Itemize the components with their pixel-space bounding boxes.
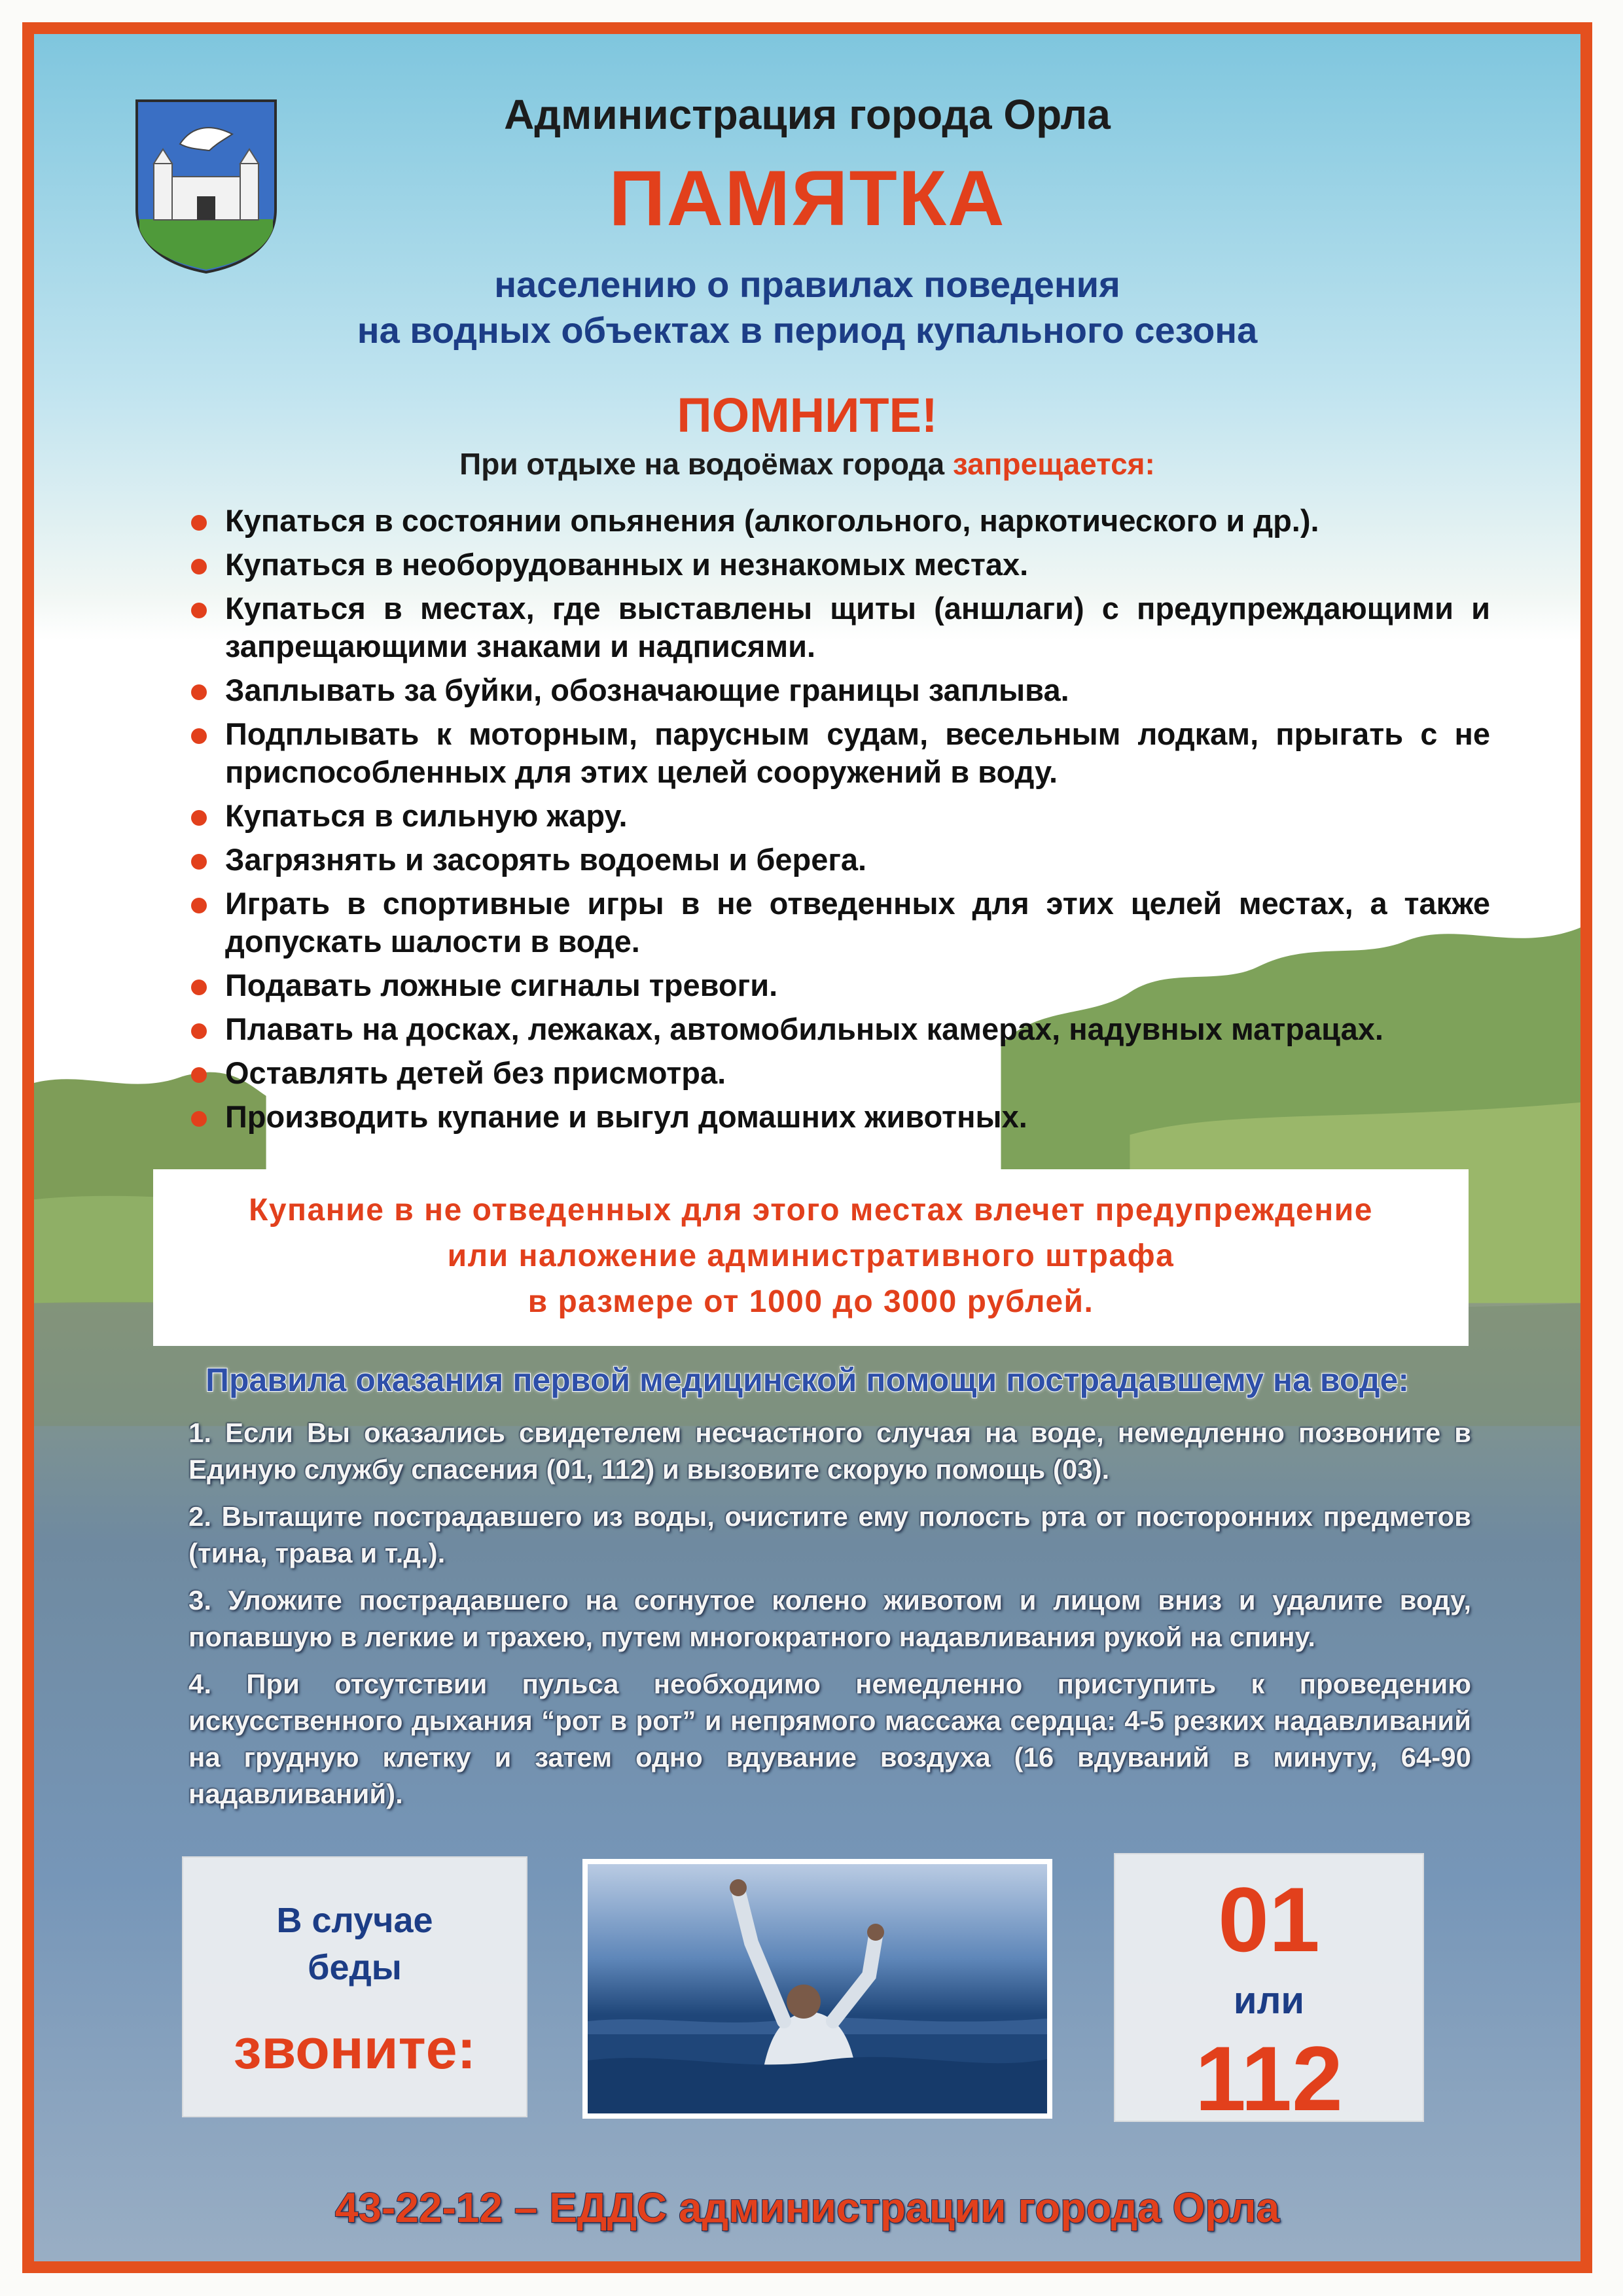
rule-text: Купаться в состоянии опьянения (алкогольного, наркотического и др.). [225,503,1319,538]
bullet-icon [191,684,207,700]
rule-text: Подавать ложные сигналы тревоги. [225,968,778,1002]
emergency-number-01: 01 [1218,1868,1320,1971]
bullet-icon [191,810,207,826]
first-aid-item: 4. При отсутствии пульса необходимо немедленно приступить к проведению искусственного дыхания “рот в рот” и непрямого массажа сердца: 4-5 резких надавливаний на грудную клетку и затем одно вдувание воздуха (16 вдуваний в минуту, 64-90 надавливаний). [188,1669,1471,1809]
forbidden-rules-list [191,502,1490,1142]
rule-text: Производить купание и выгул домашних животных. [225,1099,1027,1134]
rule-item [191,715,1490,791]
rule-item [191,502,1490,540]
rule-text: Подплывать к моторным, парусным судам, весельным лодкам, прыгать с не приспособленных для этих целей сооружений в воду. [225,716,1490,789]
poster [22,22,1592,2273]
rule-text: Плавать на досках, лежаках, автомобильных камерах, надувных матрацах. [225,1012,1383,1046]
rule-item [191,546,1490,584]
bullet-icon [191,515,207,531]
bullet-icon [191,1067,207,1083]
forbidden-lead-text: При отдыхе на водоёмах города [459,447,953,481]
rule-item [191,885,1490,961]
rule-item [191,1098,1490,1136]
rule-item [191,1010,1490,1048]
fine-line-1: Купание в не отведенных для этого местах влечет предупреждение [249,1193,1373,1227]
first-aid-item: 2. Вытащите пострадавшего из воды, очистите ему полость рта от посторонних предметов (тина, трава и т.д.). [188,1501,1471,1568]
call-line-2: беды [308,1948,402,1987]
bullet-icon [191,854,207,870]
fine-line-2: или наложение административного штрафа [447,1239,1175,1273]
first-aid-title: Правила оказания первой медицинской помощи пострадавшему на воде: [205,1362,1409,1398]
drowning-person-image [588,1864,1047,2113]
rule-text: Загрязнять и засорять водоемы и берега. [225,842,867,877]
forbidden-lead [34,446,1580,482]
bullet-icon [191,603,207,618]
subtitle-line-1: населению о правилах поведения [494,264,1120,305]
rule-text: Играть в спортивные игры в не отведенных для этих целей местах, а также допускать шалости в воде. [225,886,1490,959]
bullet-icon [191,980,207,995]
first-aid-item: 3. Уложите пострадавшего на согнутое колено животом и лицом вниз и удалите воду, попавшую в легкие и трахею, путем многократного надавливания рукой на спину. [188,1585,1471,1652]
rule-item [191,1054,1490,1092]
forbidden-word: запрещается: [952,447,1155,481]
fine-line-3: в размере от 1000 до 3000 рублей. [527,1284,1094,1319]
rule-text: Заплывать за буйки, обозначающие границы заплыва. [225,673,1069,707]
remember-heading: ПОМНИТЕ! [677,388,938,442]
administration-title: Администрация города Орла [504,91,1111,138]
call-word: звоните: [233,2018,476,2081]
rule-item [191,797,1490,835]
bullet-icon [191,898,207,913]
call-box [182,1856,527,2117]
emergency-number-112: 112 [1195,2027,1343,2130]
emergency-numbers-box [1114,1853,1424,2130]
rule-item [191,590,1490,665]
bullet-icon [191,1023,207,1039]
memo-title: ПАМЯТКА [609,154,1006,242]
subtitle-line-2: на водных объектах в период купального сезона [357,309,1258,351]
rule-text: Купаться в местах, где выставлены щиты (аншлаги) с предупреждающими и запрещающими знаками и надписями. [225,591,1490,663]
first-aid-item: 1. Если Вы оказались свидетелем несчастного случая на воде, немедленно позвоните в Единую службу спасения (01, 112) и вызовите скорую помощь (03). [188,1417,1471,1485]
fine-notice [153,1169,1469,1346]
call-line-1: В случае [276,1901,433,1940]
rule-item [191,671,1490,709]
bullet-icon [191,728,207,744]
rule-item [191,841,1490,879]
rule-text: Купаться в необорудованных и незнакомых местах. [225,547,1029,582]
bullet-icon [191,1111,207,1127]
edds-phone-footer: 43-22-12 – ЕДДС администрации города Орла [334,2184,1280,2231]
drowning-person-photo [582,1859,1052,2119]
rule-text: Купаться в сильную жару. [225,798,628,833]
rule-text: Оставлять детей без присмотра. [225,1055,726,1090]
numbers-or: или [1233,1979,1305,2022]
rule-item [191,966,1490,1004]
bullet-icon [191,559,207,574]
first-aid-list [188,1415,1471,1823]
